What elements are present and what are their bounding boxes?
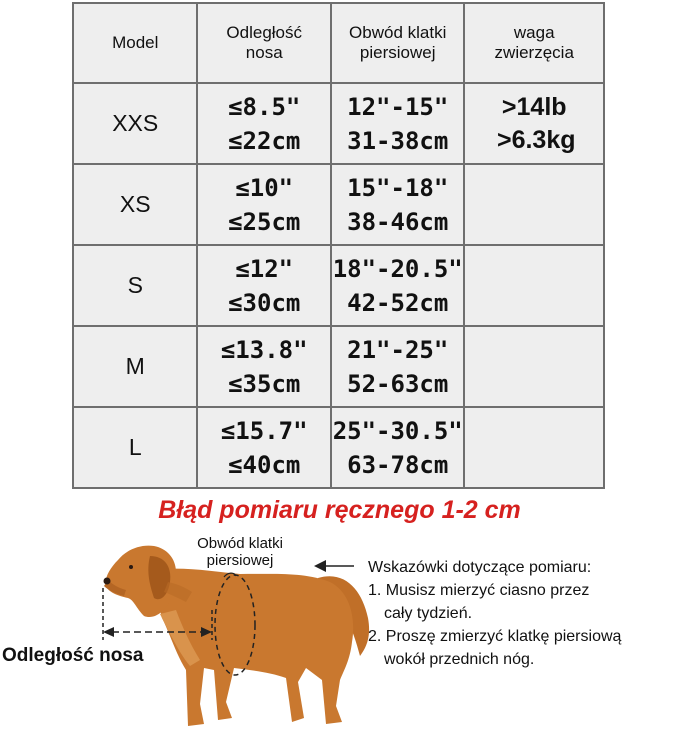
size-table xyxy=(72,2,605,489)
chest-cell xyxy=(331,164,465,245)
chest-inches: 25"-30.5" xyxy=(332,416,463,445)
model-cell: M xyxy=(73,326,197,407)
measurement-error-note: Błąd pomiaru ręcznego 1-2 cm xyxy=(158,496,521,524)
weight-lb: >14lb xyxy=(501,92,567,121)
model-cell: S xyxy=(73,245,197,326)
nose-inches: ≤12" xyxy=(235,254,294,283)
chest-inches: 12"-15" xyxy=(347,92,449,121)
table-header-row xyxy=(73,3,604,83)
table-row xyxy=(73,164,604,245)
instruction-2-line1: 2. Proszę zmierzyć klatkę piersiową xyxy=(368,628,622,645)
instruction-1-line2: cały tydzień. xyxy=(384,605,473,622)
header-weight xyxy=(464,3,604,83)
table-row xyxy=(73,83,604,164)
nose-inches: ≤15.7" xyxy=(220,416,308,445)
header-chest-line1: Obwód klatki xyxy=(349,23,447,42)
header-nose-distance xyxy=(197,3,331,83)
chest-cm: 63-78cm xyxy=(347,450,449,479)
model-cell: XXS xyxy=(73,83,197,164)
header-weight-line1: waga xyxy=(513,23,555,42)
chest-cell xyxy=(331,83,465,164)
instructions-title: Wskazówki dotyczące pomiaru: xyxy=(368,559,592,576)
chest-cm: 42-52cm xyxy=(347,288,449,317)
chest-cell xyxy=(331,407,465,488)
model-cell: XS xyxy=(73,164,197,245)
nose-cell xyxy=(197,164,331,245)
instructions-pointer-arrow xyxy=(314,560,326,572)
nose-cm: ≤22cm xyxy=(228,126,301,155)
weight-kg: >6.3kg xyxy=(496,125,576,154)
weight-cell xyxy=(464,83,604,164)
dog-eye xyxy=(129,565,133,569)
chest-inches: 21"-25" xyxy=(347,335,449,364)
table-row xyxy=(73,245,604,326)
table-row xyxy=(73,326,604,407)
chest-cell xyxy=(331,326,465,407)
instruction-1-line1: 1. Musisz mierzyć ciasno przez xyxy=(368,582,590,599)
weight-cell xyxy=(464,245,604,326)
chest-cm: 52-63cm xyxy=(347,369,449,398)
chest-girth-label xyxy=(170,535,310,569)
nose-cm: ≤35cm xyxy=(228,369,301,398)
nose-cm: ≤30cm xyxy=(228,288,301,317)
chest-cm: 38-46cm xyxy=(347,207,449,236)
nose-distance-arrow-left xyxy=(103,627,114,637)
dog-nose xyxy=(104,578,111,585)
nose-cm: ≤40cm xyxy=(228,450,301,479)
nose-cell xyxy=(197,83,331,164)
table-row xyxy=(73,407,604,488)
header-nose-line1: Odległość xyxy=(226,23,303,42)
chest-inches: 18"-20.5" xyxy=(332,254,463,283)
chest-girth-label-line1: Obwód klatki xyxy=(197,535,283,552)
header-chest-girth xyxy=(331,3,465,83)
nose-inches: ≤8.5" xyxy=(228,92,301,121)
weight-cell xyxy=(464,407,604,488)
nose-inches: ≤10" xyxy=(235,173,294,202)
chest-cell xyxy=(331,245,465,326)
nose-inches: ≤13.8" xyxy=(220,335,308,364)
header-model: Model xyxy=(73,3,197,83)
chest-girth-label-line2: piersiowej xyxy=(206,552,274,569)
nose-distance-label: Odległość nosa xyxy=(2,645,144,666)
chest-inches: 15"-18" xyxy=(347,173,449,202)
header-chest-line2: piersiowej xyxy=(359,43,436,62)
model-cell: L xyxy=(73,407,197,488)
nose-cell xyxy=(197,245,331,326)
instruction-2-line2: wokół przednich nóg. xyxy=(384,651,535,668)
measurement-instructions xyxy=(368,556,621,671)
chest-cm: 31-38cm xyxy=(347,126,449,155)
header-nose-line2: nosa xyxy=(245,43,283,62)
weight-cell xyxy=(464,326,604,407)
nose-cell xyxy=(197,407,331,488)
header-weight-line2: zwierzęcia xyxy=(494,43,574,62)
nose-cm: ≤25cm xyxy=(228,207,301,236)
weight-cell xyxy=(464,164,604,245)
nose-cell xyxy=(197,326,331,407)
